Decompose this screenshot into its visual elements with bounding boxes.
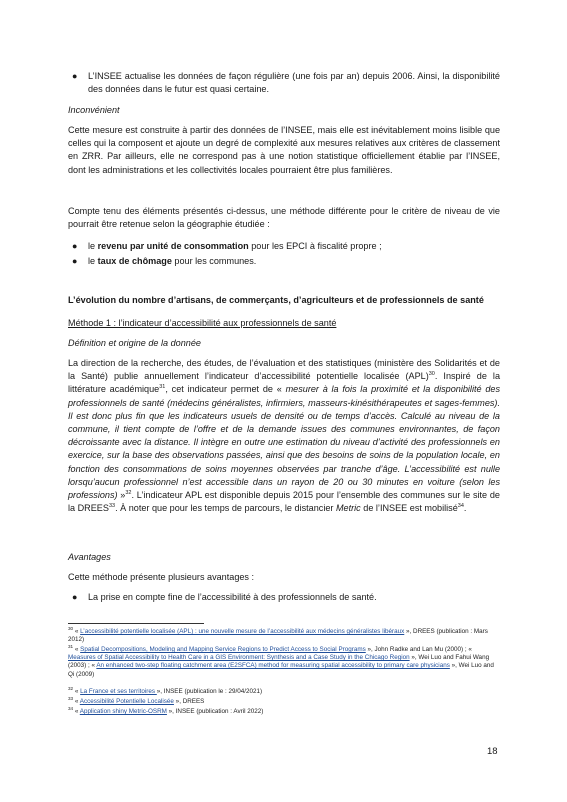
footnote-link[interactable]: An enhanced two-step floating catchment area (E2SFCA) method for measuring spatial accessibility to primary care physicians <box>96 662 450 670</box>
bold-term: revenu par unité de consommation <box>97 241 249 251</box>
footnote-32: $^{32}$ « La France et ses territoires », INSEE (publication le : 29/04/2021) <box>68 685 263 695</box>
bullet-icon: ● <box>72 241 78 251</box>
list-item: ● le taux de chômage pour les communes. <box>88 255 500 268</box>
bullet-icon: ● <box>72 71 78 81</box>
footnote-31: $^{31}$ « Spatial Decompositions, Modeling and Mapping Service Regions to Predict Access to Social Programs », John Radke and Lan Mu (2000) ; « Measures of Spatial Accessibility to Health Care in a GIS Environment: Synthesis and a Case Study in the Chicago Region », Wei Luo and Fahui Wang (2003) ; « An enhanced two-step floating catchment area (E2SFCA) method for measuring spatial accessibility to primary care physicians », Wei Luo and Qi (2009) <box>68 643 494 678</box>
paragraph: Cette mesure est construite à partir des données de l’INSEE, mais elle est inévitablement moins lisible que celles qui la composent et ajoute un degré de complexité aux mesures relatives aux critères de classement en ZRR. Par ailleurs, elle ne correspond pas à une notion statistique officiellement établie par l’INSEE, dont les administrations et les collectivités locales pourraient être plus familières. <box>68 125 500 175</box>
body-paragraph: La direction de la recherche, des études, de l’évaluation et des statistiques (ministère des Solidarités et de la Santé) publie annuellement l’indicateur d’accessibilité potentielle localisée (APL)$^{30}$. Inspiré de la littérature académique$^{31}$, cet indicateur permet de « mesurer à la fois la proximité et la disponibilité des professionnels de santé (médecins généralistes, infirmiers, masseurs-kinésithérapeutes et sages-femmes). Il est donc plus fin que les indicateurs usuels de densité ou de temps d’accès. Calculé au niveau de la commune, il tient compte de l’offre et de la demande issues des communes environnantes, de façon décroissante avec la distance. Il intègre en outre une estimation du niveau d’activité des professionnels en exercice, sur la base des observations passées, ainsi que des besoins de soins de la population locale, en fonction des consommations de soins moyennes observées par tranche d’âge. L’accessibilité est nulle lorsqu’aucun professionnel n’est accessible dans un rayon de 20 ou 30 minutes en voiture (selon les professions) »$^{32}$. L’indicateur APL est disponible depuis 2015 pour l’ensemble des communes sur le site de la DREES$^{33}$. À noter que pour les temps de parcours, le distancier Metric de l’INSEE est mobilisé$^{34}$. <box>68 358 500 514</box>
footnote-33: $^{33}$ « Accessibilité Potentielle Localisée », DREES <box>68 695 205 705</box>
footnote-divider <box>68 623 204 624</box>
page-number: 18 <box>487 746 498 757</box>
paragraph: Compte tenu des éléments présentés ci-dessus, une méthode différente pour le critère de niveau de vie pourrait être retenue selon la géographie étudiée : <box>68 206 500 230</box>
footnote-ref: 33 <box>108 503 116 510</box>
bullet-icon: ● <box>72 256 78 266</box>
footnote-link[interactable]: La France et ses territoires <box>80 688 157 695</box>
footnote-ref: 34 <box>457 503 464 510</box>
footnote-ref: 30 <box>428 371 435 378</box>
list-item <box>72 70 500 96</box>
list-item-text: La prise en compte fine de l’accessibilité à des professionnels de santé. <box>88 592 377 602</box>
subheading-advantages: Avantages <box>68 552 111 562</box>
section-heading: L’évolution du nombre d’artisans, de commerçants, d’agriculteurs et de professionnels de santé <box>68 295 484 305</box>
footnote-link[interactable]: Application shiny Metric-OSRM <box>79 708 167 715</box>
bullet-icon: ● <box>72 592 78 602</box>
quote: mesurer à la fois la proximité et la disponibilité des professionnels de santé (médecins généralistes, infirmiers, masseurs-kinésithérapeutes et sages-femmes). Il est donc plus fin que les indicateurs usuels de densité ou de temps d’accès. Calculé au niveau de la commune, il tient compte de l’offre et de la demande issues des communes environnantes, de façon décroissante avec la distance. Il intègre en outre une estimation du niveau d’activité des professionnels en exercice, sur la base des observations passées, ainsi que des besoins de soins de la population locale, en fonction des consommations de soins moyennes observées par tranche d’âge. L’accessibilité est nulle lorsqu’aucun professionnel n’est accessible dans un rayon de 20 ou 30 minutes en voiture (selon les professions) <box>68 384 500 501</box>
method-title: Méthode 1 : l’indicateur d’accessibilité aux professionnels de santé <box>68 318 337 328</box>
footnote-link[interactable]: L’accessibilité potentielle localisée (APL) : une nouvelle mesure de l’accessibilité aux médecins généralistes libéraux <box>80 628 405 635</box>
list-item: ● le revenu par unité de consommation pour les EPCI à fiscalité propre ; <box>88 240 500 253</box>
subheading-definition: Définition et origine de la donnée <box>68 338 201 348</box>
list-item-text: L’INSEE actualise les données de façon régulière (une fois par an) depuis 2006. Ainsi, la disponibilité des données dans le futur est quasi certaine. <box>88 71 500 95</box>
list-item <box>72 591 500 604</box>
footnote-ref: 32 <box>125 490 132 496</box>
subheading-inconvenient: Inconvénient <box>68 105 120 115</box>
footnote-ref: 31 <box>159 384 166 391</box>
footnote-link[interactable]: Accessibilité Potentielle Localisée <box>79 698 174 705</box>
footnote-link[interactable]: Measures of Spatial Accessibility to Health Care in a GIS Environment: Synthesis and a Case Study in the Chicago Region <box>68 654 410 662</box>
footnote-link[interactable]: Spatial Decompositions, Modeling and Mapping Service Regions to Predict Access to Social Programs <box>80 646 366 653</box>
footnote-34: $^{34}$ « Application shiny Metric-OSRM », INSEE (publication : Avril 2022) <box>68 705 264 715</box>
bold-term: taux de chômage <box>97 256 172 266</box>
paragraph: Cette méthode présente plusieurs avantages : <box>68 572 255 582</box>
footnote-30: $^{30}$ « L’accessibilité potentielle localisée (APL) : une nouvelle mesure de l’accessibilité aux médecins généralistes libéraux », DREES (publication : Mars 2012) <box>68 625 488 644</box>
